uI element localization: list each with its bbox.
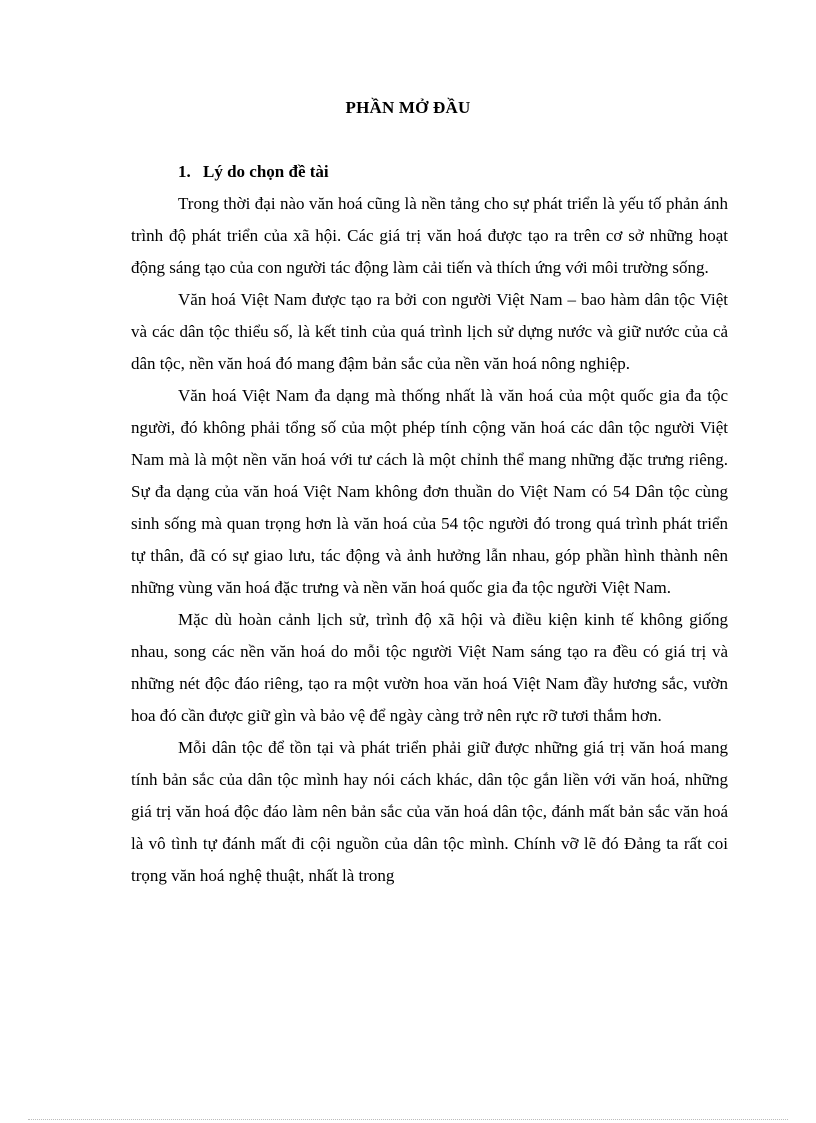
section-heading-text: Lý do chọn đề tài bbox=[203, 162, 329, 181]
document-body bbox=[131, 156, 728, 892]
page-title: PHẦN MỞ ĐẦU bbox=[345, 98, 471, 117]
section-number: 1. bbox=[178, 162, 191, 181]
paragraph: Mỗi dân tộc để tồn tại và phát triển phải giữ được những giá trị văn hoá mang tính bản sắc của dân tộc mình hay nói cách khác, dân tộc gắn liền với văn hoá, những giá trị văn hoá độc đáo làm nên bản sắc của văn hoá dân tộc, đánh mất bản sắc văn hoá là vô tình tự đánh mất đi cội nguồn của dân tộc mình. Chính vỡ lẽ đó Đảng ta rất coi trọng văn hoá nghệ thuật, nhất là trong bbox=[131, 738, 728, 885]
paragraph: Trong thời đại nào văn hoá cũng là nền tảng cho sự phát triển là yếu tố phản ánh trình độ phát triển của xã hội. Các giá trị văn hoá được tạo ra trên cơ sở những hoạt động sáng tạo của con người tác động làm cải tiến và thích ứng với môi trường sống. bbox=[131, 194, 728, 277]
paragraph: Mặc dù hoàn cảnh lịch sử, trình độ xã hội và điều kiện kinh tế không giống nhau, song các nền văn hoá do mỗi tộc người Việt Nam sáng tạo ra đều có giá trị và những nét độc đáo riêng, tạo ra một vườn hoa văn hoá Việt Nam đầy hương sắc, vườn hoa đó cần được giữ gìn và bảo vệ để ngày càng trở nên rực rỡ tươi thắm hơn. bbox=[131, 610, 728, 725]
section-heading bbox=[131, 156, 728, 188]
page-bottom-divider bbox=[28, 1119, 788, 1120]
paragraph: Văn hoá Việt Nam đa dạng mà thống nhất là văn hoá của một quốc gia đa tộc người, đó không phải tổng số của một phép tính cộng văn hoá các dân tộc người Việt Nam mà là một nền văn hoá với tư cách là một chỉnh thể mang những đặc trưng riêng. Sự đa dạng của văn hoá Việt Nam không đơn thuần do Việt Nam có 54 Dân tộc cùng sinh sống mà quan trọng hơn là văn hoá của 54 tộc người đó trong quá trình phát triển tự thân, đã có sự giao lưu, tác động và ảnh hưởng lẫn nhau, góp phần hình thành nên những vùng văn hoá đặc trưng và nền văn hoá quốc gia đa tộc người Việt Nam. bbox=[131, 386, 728, 597]
paragraph: Văn hoá Việt Nam được tạo ra bởi con người Việt Nam – bao hàm dân tộc Việt và các dân tộc thiểu số, là kết tinh của quá trình lịch sử dựng nước và giữ nước của cả dân tộc, nền văn hoá đó mang đậm bản sắc của nền văn hoá nông nghiệp. bbox=[131, 290, 728, 373]
